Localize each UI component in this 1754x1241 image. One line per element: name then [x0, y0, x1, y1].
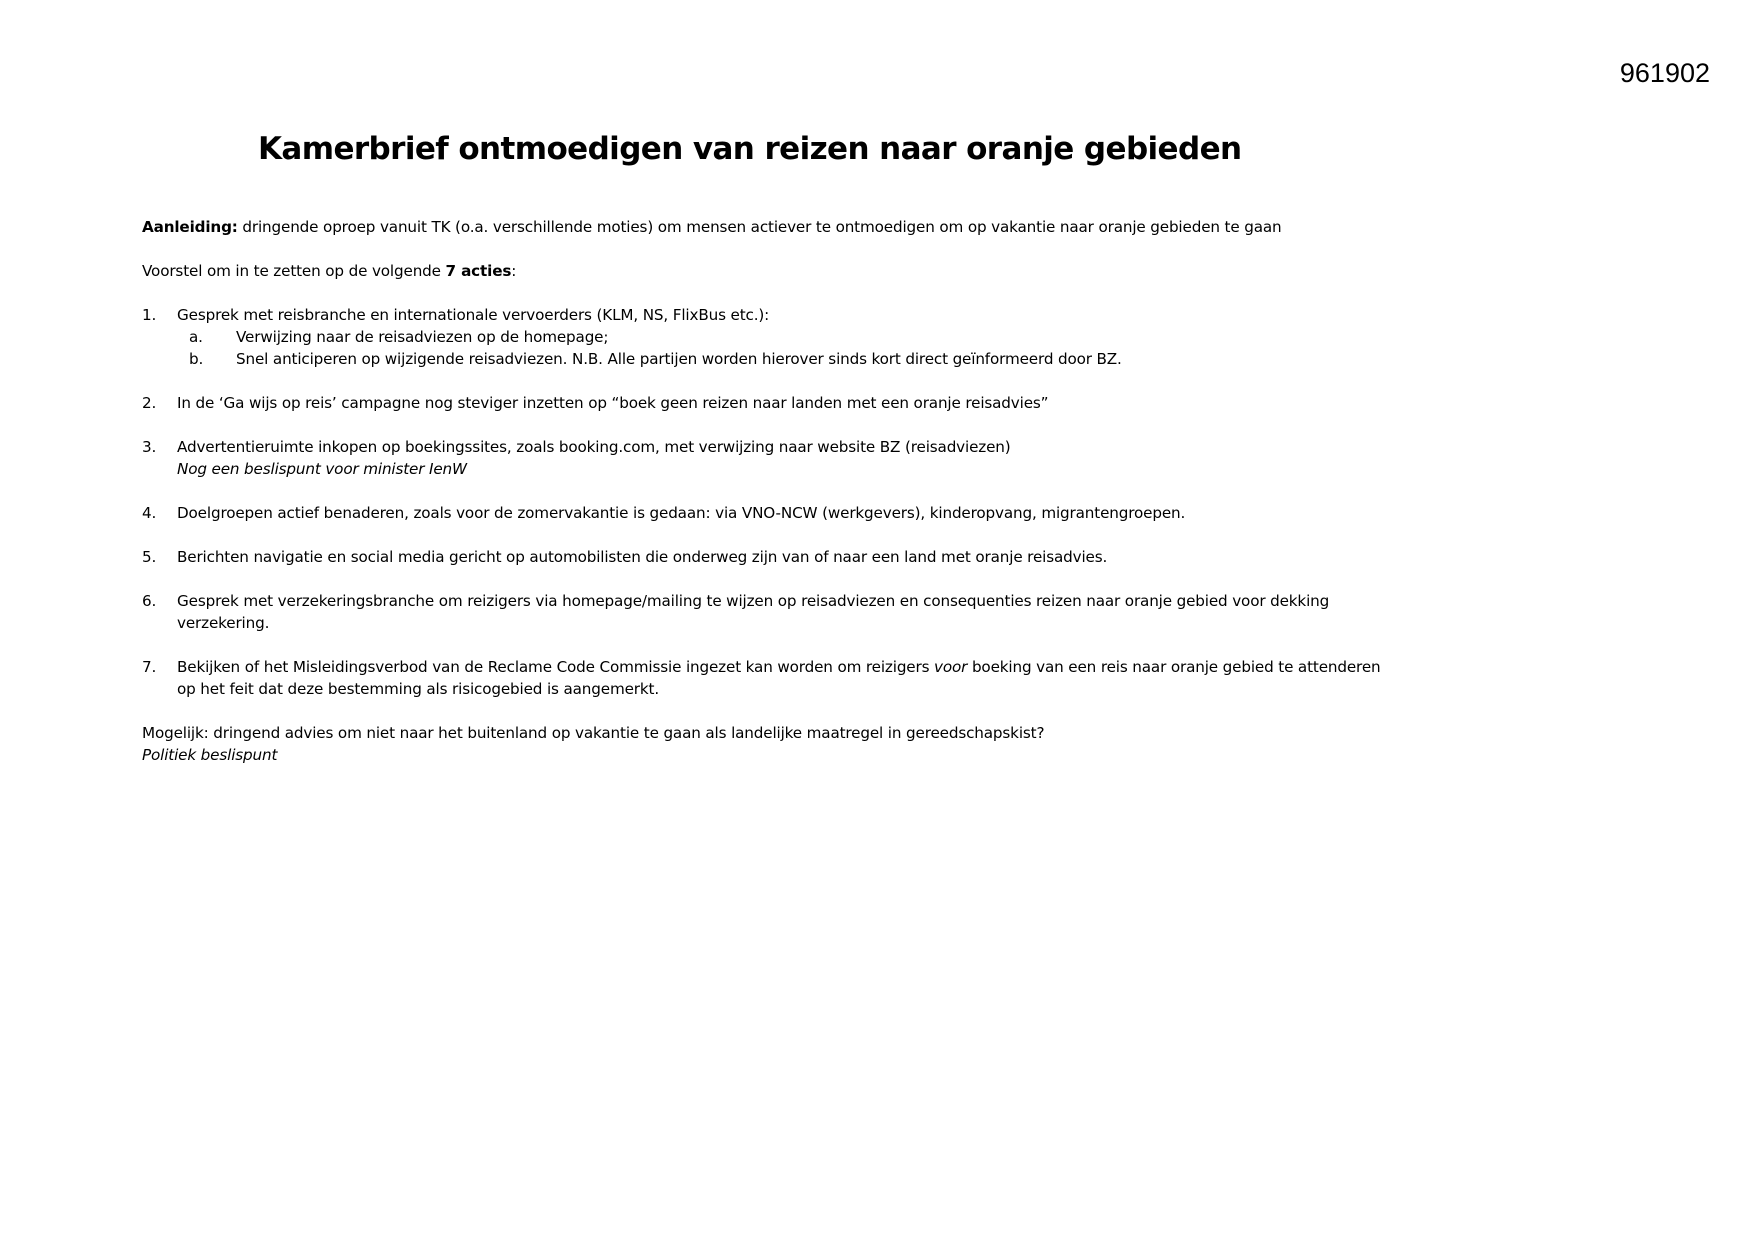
action-number: 3. [142, 438, 157, 456]
action-item [142, 392, 1392, 414]
action-item [142, 304, 1392, 370]
sub-action-letter: b. [189, 350, 204, 368]
action-item [142, 590, 1392, 634]
action-number: 5. [142, 548, 157, 566]
sub-action-letter: a. [189, 328, 203, 346]
voorstel-paragraph [142, 260, 1392, 282]
voorstel-emphasis: 7 acties [445, 262, 512, 280]
action-item [142, 656, 1392, 700]
action-text-part: Bekijken of het Misleidingsverbod van de Reclame Code Commissie ingezet kan worden om reizigers [177, 658, 935, 676]
voorstel-colon: : [511, 262, 517, 280]
document-body [142, 216, 1392, 766]
conclusion-note: Politiek beslispunt [142, 746, 278, 764]
action-text: Gesprek met verzekeringsbranche om reizigers via homepage/mailing te wijzen op reisadviezen en consequenties reizen naar oranje gebied voor dekking verzekering. [177, 592, 1330, 632]
action-text: In de ‘Ga wijs op reis’ campagne nog steviger inzetten op “boek geen reizen naar landen met een oranje reisadvies” [177, 394, 1049, 412]
aanleiding-text: dringende oproep vanuit TK (o.a. verschillende moties) om mensen actiever te ontmoedigen om op vakantie naar oranje gebieden te gaan [237, 218, 1282, 236]
conclusion-paragraph [142, 722, 1392, 766]
sub-action-text: Snel anticiperen op wijzigende reisadviezen. N.B. Alle partijen worden hierover sinds kort direct geïnformeerd door BZ. [236, 350, 1122, 368]
action-text-part: boeking van een reis naar oranje gebied te attenderen op het feit dat deze bestemming als risicogebied is aangemerkt. [177, 658, 1381, 698]
conclusion-text: Mogelijk: dringend advies om niet naar het buitenland op vakantie te gaan als landelijke maatregel in gereedschapskist? [142, 724, 1045, 742]
action-text [177, 658, 1381, 698]
sub-action-text: Verwijzing naar de reisadviezen op de homepage; [236, 328, 609, 346]
action-note: Nog een beslispunt voor minister IenW [177, 460, 467, 478]
voorstel-text: Voorstel om in te zetten op de volgende [142, 262, 446, 280]
action-number: 6. [142, 592, 157, 610]
action-text: Berichten navigatie en social media gericht op automobilisten die onderweg zijn van of naar een land met oranje reisadvies. [177, 548, 1108, 566]
action-text-italic: voor [934, 658, 968, 676]
sub-action-item [177, 326, 1392, 348]
action-number: 4. [142, 504, 157, 522]
action-item [142, 502, 1392, 524]
action-item [142, 546, 1392, 568]
action-text: Advertentieruimte inkopen op boekingssites, zoals booking.com, met verwijzing naar website BZ (reisadviezen) [177, 438, 1011, 456]
sub-action-list [177, 326, 1392, 370]
document-number: 961902 [1619, 58, 1710, 88]
action-number: 7. [142, 658, 157, 676]
aanleiding-paragraph [142, 216, 1392, 238]
aanleiding-label: Aanleiding: [142, 218, 238, 236]
action-number: 2. [142, 394, 157, 412]
document-title: Kamerbrief ontmoedigen van reizen naar oranje gebieden [258, 131, 1242, 167]
action-item [142, 436, 1392, 480]
action-text: Doelgroepen actief benaderen, zoals voor de zomervakantie is gedaan: via VNO-NCW (werkgevers), kinderopvang, migrantengroepen. [177, 504, 1186, 522]
action-number: 1. [142, 306, 157, 324]
action-list [142, 304, 1392, 700]
sub-action-item [177, 348, 1392, 370]
action-text: Gesprek met reisbranche en internationale vervoerders (KLM, NS, FlixBus etc.): [177, 306, 770, 324]
